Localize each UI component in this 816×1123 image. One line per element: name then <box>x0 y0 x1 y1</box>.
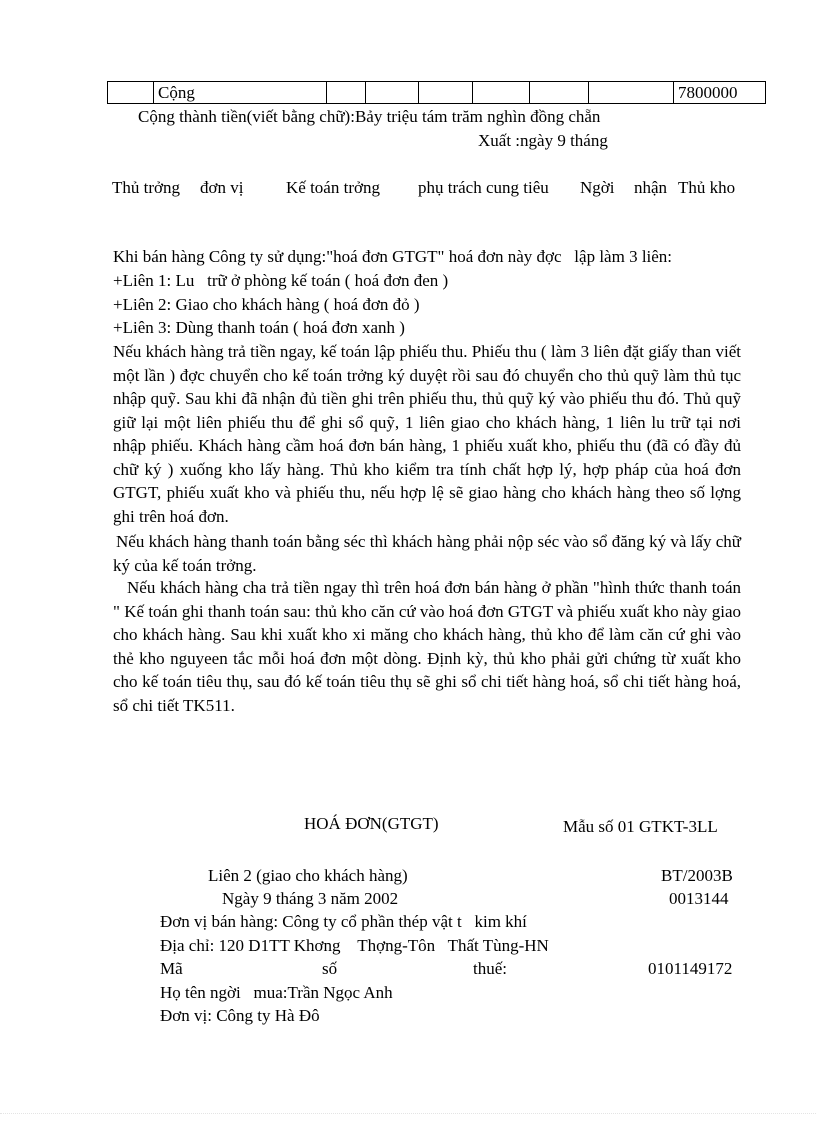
tax-label-part-1: Mã <box>160 959 183 978</box>
intro-text: Khi bán hàng Công ty sử dụng:"hoá đơn GTGT" hoá đơn này đợc lập làm 3 liên: <box>113 247 673 266</box>
signature-receiver: Ngời <box>580 178 615 197</box>
tax-code: 0101149172 <box>648 959 733 978</box>
tax-label-part-3: thuế: <box>473 959 507 978</box>
invoice-buyer-unit: Đơn vị: Công ty Hà Đô <box>160 1006 320 1025</box>
paragraph-deferred: Nếu khách hàng cha trả tiền ngay thì trên hoá đơn bán hàng ở phần "hình thức thanh toán " Kế toán ghi thanh toán sau: thủ kho căn cứ vào hoá đơn GTGT và phiếu xuất kho này giao cho khách hàng. Sau khi xuất kho xi măng cho khách hàng, thủ kho để làm căn cứ ghi vào thẻ kho nguyeen tắc mỗi hoá đơn một dòng. Định kỳ, thủ kho phải gửi chứng từ xuất kho cho kế toán tiêu thụ, sau đó kế toán tiêu thụ sẽ ghi sổ chi tiết hàng hoá, sổ chi tiết hàng hoá, sổ chi tiết TK511. <box>113 578 741 715</box>
invoice-address: Địa chỉ: 120 D1TT Khơng Thợng-Tôn Thất Tùng-HN <box>160 936 549 955</box>
page-edge <box>0 1113 816 1114</box>
tax-label-part-2: số <box>322 959 338 978</box>
signature-head-unit: Thủ trởng <box>112 178 181 197</box>
invoice-form-number: Mẫu số 01 GTKT-3LL <box>563 817 718 836</box>
table-cell <box>419 82 473 104</box>
total-row <box>108 82 766 104</box>
table-cell <box>108 82 154 104</box>
table-cell <box>473 82 530 104</box>
signature-storekeeper: Thủ kho <box>678 178 736 197</box>
invoice-buyer: Họ tên ngời mua:Trần Ngọc Anh <box>160 983 393 1002</box>
total-table <box>107 81 766 104</box>
invoice-number: 0013144 <box>669 889 729 908</box>
export-date: Xuất :ngày 9 tháng <box>478 131 608 150</box>
table-cell <box>366 82 419 104</box>
invoice-date: Ngày 9 tháng 3 năm 2002 <box>222 889 399 908</box>
lien-3: +Liên 3: Dùng thanh toán ( hoá đơn xanh ) <box>113 318 405 337</box>
paragraph-receipt: Nếu khách hàng trả tiền ngay, kế toán lập phiếu thu. Phiếu thu ( làm 3 liên đặt giấy than viết một lần ) đợc chuyển cho kế toán trởng ký duyệt rồi sau đó chuyển cho thủ quỹ làm thủ tục nhập quỹ. Sau khi đã nhận đủ tiền ghi trên phiếu thu, thủ quỹ ký vào phiếu thu đó. Thủ quỹ giữ lại một liên phiếu thu để ghi sổ quỹ, 1 liên giao cho khách hàng, 1 liên lu trữ tại nơi nhập phiếu. Khách hàng cầm hoá đơn bán hàng, 1 phiếu xuất kho, phiếu thu (đã có đầy đủ chữ ký ) xuống kho lấy hàng. Thủ kho kiểm tra tính chất hợp lý, hợp pháp của hoá đơn GTGT, phiếu xuất kho và phiếu thu, nếu hợp lệ sẽ giao hàng cho khách hàng theo số lợng ghi trên hoá đơn. <box>113 342 741 526</box>
lien-1: +Liên 1: Lu trữ ở phòng kế toán ( hoá đơn đen ) <box>113 271 449 290</box>
total-in-words: Cộng thành tiền(viết bằng chữ):Bảy triệu tám trăm nghìn đồng chẵn <box>138 107 601 126</box>
signature-receiver-2: nhận <box>634 178 668 197</box>
signature-supply: phụ trách cung tiêu <box>418 178 549 197</box>
total-amount-cell: 7800000 <box>674 82 766 104</box>
lien-2: +Liên 2: Giao cho khách hàng ( hoá đơn đỏ ) <box>113 295 420 314</box>
invoice-series: BT/2003B <box>661 866 733 885</box>
invoice-seller: Đơn vị bán hàng: Công ty cổ phần thép vật t kim khí <box>160 912 527 931</box>
table-cell <box>530 82 589 104</box>
invoice-copy: Liên 2 (giao cho khách hàng) <box>208 866 408 885</box>
invoice-title: HOÁ ĐƠN(GTGT) <box>304 814 439 833</box>
signature-chief-accountant: Kế toán trởng <box>286 178 380 197</box>
total-label-cell: Cộng <box>154 82 327 104</box>
table-cell <box>589 82 674 104</box>
paragraph-cheque: Nếu khách hàng thanh toán bằng séc thì khách hàng phải nộp séc vào sổ đăng ký và lấy chữ ký của kế toán trởng. <box>113 532 741 575</box>
table-cell <box>327 82 366 104</box>
signature-head-unit-2: đơn vị <box>200 178 244 197</box>
